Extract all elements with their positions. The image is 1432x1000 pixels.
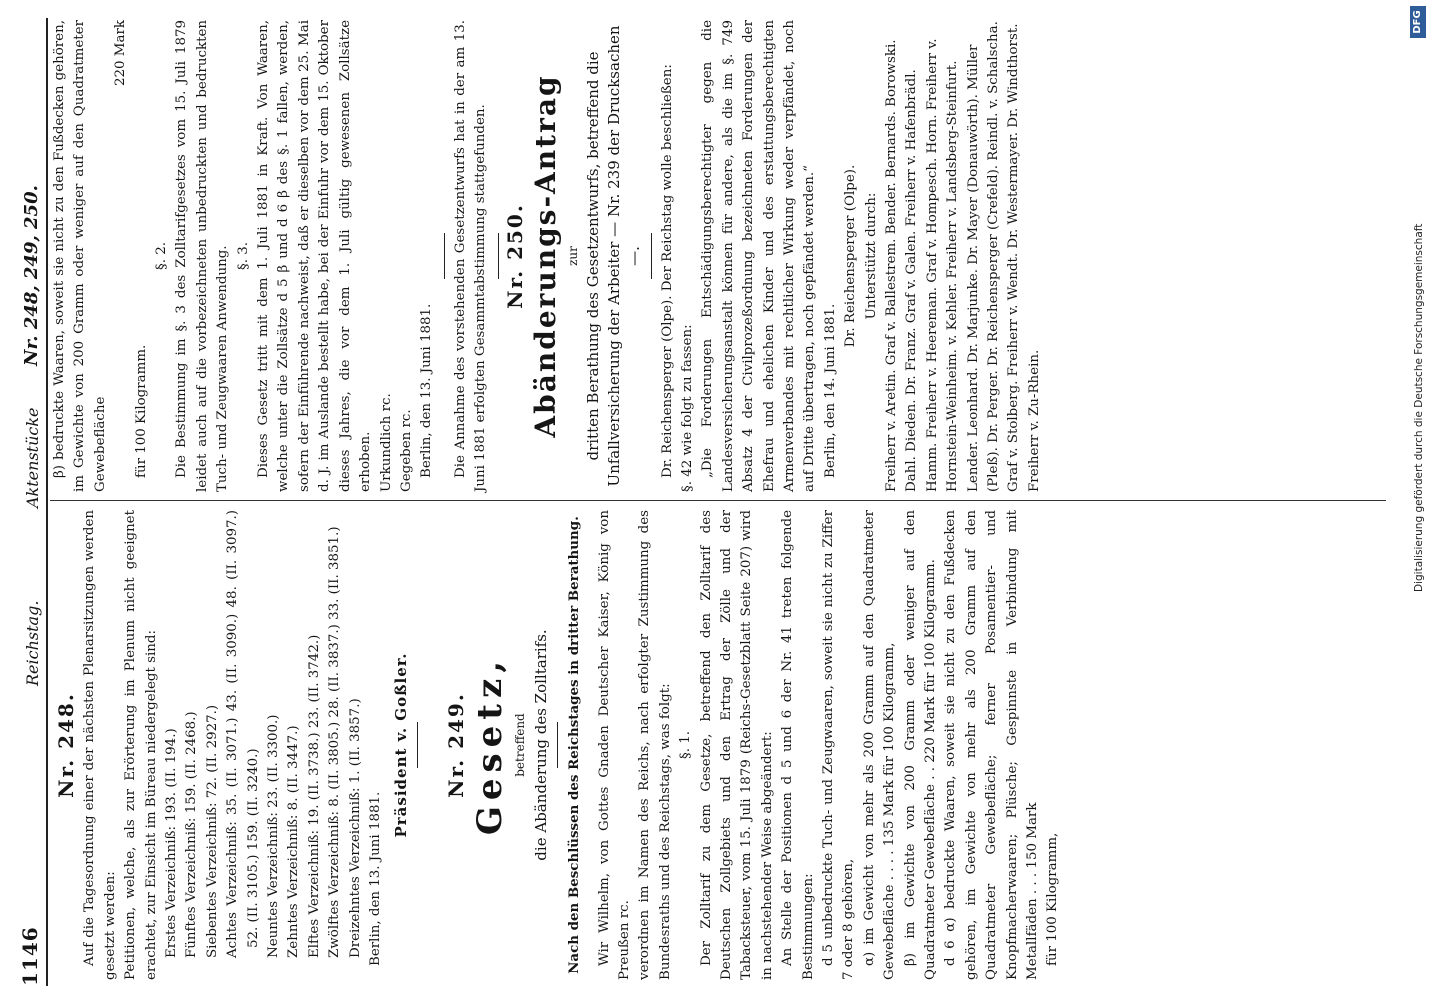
nr249-d5: d 5 unbedruckte Tuch- und Zeugwaaren, soweit sie nicht zu Ziffer 7 oder 8 gehören, bbox=[821, 510, 857, 980]
divider bbox=[444, 233, 445, 279]
list-item: Siebentes Verzeichniß: 72. (II. 2927.) bbox=[204, 704, 220, 958]
divider bbox=[557, 722, 558, 768]
nr250-supporters: Freiherr v. Aretin. Graf v. Ballestrem. Bender. Bernards. Borowski. Dahl. Dieden. Dr. Franz. Graf v. Galen. Freiherr v. Hafenbrädl. Hamm. Freiherr v. Heereman. Graf v. Hompesch. Horn. Freiherr v. Hornstein-Weinheim. v. Kehler. Freiherr v. Landsberg-Steinfurt. Lender. Leonhard. Dr. Marjunke. Dr. Mayer (Donauwörth). Müller (Pleß). Dr. Perger. Dr. Reichensperger (Crefeld). Reindl. v. Schalscha. Graf v. Stolberg. Freiherr v. Wendt. Dr. Westermayer. Dr. Windthorst. Freiherr v. Zu-Rhein. bbox=[884, 21, 1042, 492]
nr250-signer: Dr. Reichensperger (Olpe). bbox=[843, 164, 859, 348]
list-item: Elftes Verzeichniß: 19. (II. 3738.) 23. (II. 3742.) bbox=[306, 634, 322, 958]
nr249-resolution: Nach den Beschlüssen des Reichstages in dritter Berathung. bbox=[566, 516, 583, 974]
nr249-d6a: d 6 α) bedruckte Waaren, soweit sie nicht zu den Fußdecken gehören, im Gewichte von mehr als 200 Gramm auf den Quadratmeter Gewebefläche; ferner Posamentier- und Knopfmacherwaaren; Plüsche; Gespinnste in Verbindung mit Metallfäden . . . 150 Mark bbox=[943, 510, 1041, 980]
nr249-note: Die Annahme des vorstehenden Gesetzentwurfs hat in der am 13. Juni 1881 erfolgten Gesammtabstimmung stattgefunden. bbox=[452, 20, 489, 492]
nr250-text-1: §. 42 wie folgt zu fassen: bbox=[679, 324, 695, 492]
nr249-betreffend: betreffend bbox=[513, 713, 528, 777]
list-item: Achtes Verzeichniß: 35. (II. 3071.) 43. (II. 3090.) 48. (II. 3097.) 52. (II. 3105.) 159. (II. 3240.) bbox=[225, 510, 261, 958]
list-item: Dreizehntes Verzeichniß: 1. (II. 3857.) bbox=[347, 698, 363, 958]
dfg-sidebar bbox=[1409, 6, 1426, 590]
nr249-par1-text: Der Zolltarif zu dem Gesetze, betreffend den Zolltarif des Deutschen Zollgebiets und den Ertrag der Zölle und der Tabacksteuer, vom 15. Juli 1879 (Reichs-Gesetzblatt Seite 207) wird in nachstehender Weise abgeändert: bbox=[698, 510, 775, 980]
nr250-heading: Nr. 250. bbox=[502, 203, 527, 309]
header-mid-title: Aktenstücke bbox=[23, 407, 42, 508]
column-divider bbox=[50, 500, 1386, 501]
divider bbox=[651, 233, 652, 279]
nr249-d6b: β) bedruckte Waaren, soweit sie nicht zu den Fußdecken gehören, im Gewichte von 200 Gramm oder weniger auf den Quadratmeter Gewebefläche bbox=[52, 20, 108, 492]
nr249-preamble-1: Wir Wilhelm, von Gottes Gnaden Deutscher Kaiser, König von Preußen rc. bbox=[596, 510, 632, 980]
nr250-date: Berlin, den 14. Juni 1881. bbox=[822, 303, 838, 478]
dfg-logo bbox=[1410, 6, 1426, 38]
nr249-d6b-end: für 100 Kilogramm. bbox=[133, 344, 149, 478]
nr249-d6b-price: 220 Mark bbox=[113, 20, 129, 87]
nr249-d5a: α) im Gewicht von mehr als 200 Gramm auf den Quadratmeter Gewebefläche . . . . 135 Mark für 100 Kilogramm, bbox=[861, 510, 898, 980]
nr249-title: Gesetz, bbox=[470, 654, 511, 836]
divider bbox=[417, 722, 418, 768]
nr249-closing-2: Gegeben rc. bbox=[398, 409, 414, 492]
nr249-par2-text: Die Bestimmung im §. 3 des Zolltarifgesetzes vom 15. Juli 1879 leidet auch auf die vorbezeichneten unbedruckten und bedruckten Tuch- und Zeugwaaren Anwendung. bbox=[174, 20, 231, 492]
divider bbox=[498, 233, 499, 279]
right-column bbox=[50, 20, 1388, 492]
nr249-par1: §. 1. bbox=[678, 731, 694, 759]
nr250-subject: dritten Berathung des Gesetzentwurfs, betreffend die Unfallversicherung der Arbeiter — Nr. 239 der Drucksachen —. bbox=[584, 25, 644, 487]
nr250-zur: zur bbox=[565, 246, 580, 266]
nr249-d5b: β) im Gewichte von 200 Gramm oder weniger auf den Quadratmeter Gewebefläche . . 220 Mark für 100 Kilogramm. bbox=[902, 510, 939, 980]
nr248-signature: Präsident v. Goßler. bbox=[391, 652, 410, 838]
list-item: Erstes Verzeichniß: 193. (II. 194.) bbox=[164, 728, 180, 958]
nr249-closing-1: Urkundlich rc. bbox=[378, 393, 394, 492]
nr250-supported: Unterstützt durch: bbox=[863, 192, 879, 320]
list-item: Zehntes Verzeichniß: 8. (II. 3447.) bbox=[286, 725, 302, 958]
running-header bbox=[8, 18, 48, 986]
nr249-par1-text2: An Stelle der Positionen d 5 und 6 der Nr. 41 treten folgende Bestimmungen: bbox=[780, 510, 816, 980]
nr249-subject: die Abänderung des Zolltarifs. bbox=[531, 629, 550, 861]
nr249-preamble-2: verordnen im Namen des Reichs, nach erfolgter Zustimmung des Bundesraths und des Reichstags, was folgt: bbox=[637, 510, 673, 980]
header-left-title: Reichstag. bbox=[23, 600, 42, 686]
nr250-intro: Dr. Reichensperger (Olpe). Der Reichstag wolle beschließen: bbox=[659, 64, 675, 478]
left-column bbox=[50, 510, 1388, 980]
list-item: Fünftes Verzeichniß: 159. (II. 2468.) bbox=[184, 711, 200, 958]
nr249-date: Berlin, den 13. Juni 1881. bbox=[419, 303, 435, 478]
list-item: Zwölftes Verzeichniß: 8. (II. 3805.) 28. (II. 3837.) 33. (II. 3851.) bbox=[327, 526, 343, 958]
nr250-title: Abänderungs-Antrag bbox=[528, 74, 562, 438]
nr249-par2: §. 2. bbox=[154, 242, 170, 270]
header-right-title: Nr. 248, 249, 250. bbox=[21, 185, 42, 366]
nr249-heading: Nr. 249. bbox=[443, 692, 468, 798]
dfg-credit: Digitalisierung gefördert durch die Deutsche Forschungsgemeinschaft bbox=[1413, 223, 1425, 592]
nr250-text-2: „Die Forderungen Entschädigungsberechtigter gegen die Landesversicherungsanstalt können für andere, als die im §. 749 Absatz 4 der Civilprozeßordnung bezeichneten Forderungen der Ehefrau und ehelichen Kinder und des erstattungsberechtigten Armenverbandes mit rechtlicher Wirkung weder verpfändet, noch auf Dritte übertragen, noch gepfändet werden.“ bbox=[700, 20, 818, 492]
nr249-par3-text: Dieses Gesetz tritt mit dem 1. Juli 1881 in Kraft. Von Waaren, welche unter die Zollsätze d 5 β und d 6 β des §. 1 fallen, werden, sofern der Einführende nachweist, daß er dieselben vor dem 25. Mai d. J. im Auslande bestellt habe, bei der Einfuhr vor dem 15. Oktober dieses Jahres, die vor dem 1. Juli gültig gewesenen Zollsätze erhoben. bbox=[256, 20, 374, 492]
page-number: 1146 bbox=[18, 926, 42, 986]
list-item: Neuntes Verzeichniß: 23. (II. 3300.) bbox=[266, 714, 282, 958]
nr248-heading: Nr. 248. bbox=[54, 692, 78, 798]
nr249-d6a-end: für 100 Kilogramm, bbox=[1045, 832, 1061, 966]
nr248-intro: Auf die Tagesordnung einer der nächsten Plenarsitzungen werden gesetzt werden: bbox=[82, 510, 118, 980]
nr249-par3: §. 3. bbox=[235, 242, 251, 270]
dfg-logo-text: DFG bbox=[1412, 10, 1423, 34]
nr248-petitions: Petitionen, welche, als zur Erörterung im Plenum nicht geeignet erachtet, zur Einsicht im Büreau niedergelegt sind: bbox=[123, 510, 159, 980]
nr248-list bbox=[162, 510, 366, 958]
nr248-date: Berlin, den 13. Juni 1881. bbox=[368, 791, 384, 966]
